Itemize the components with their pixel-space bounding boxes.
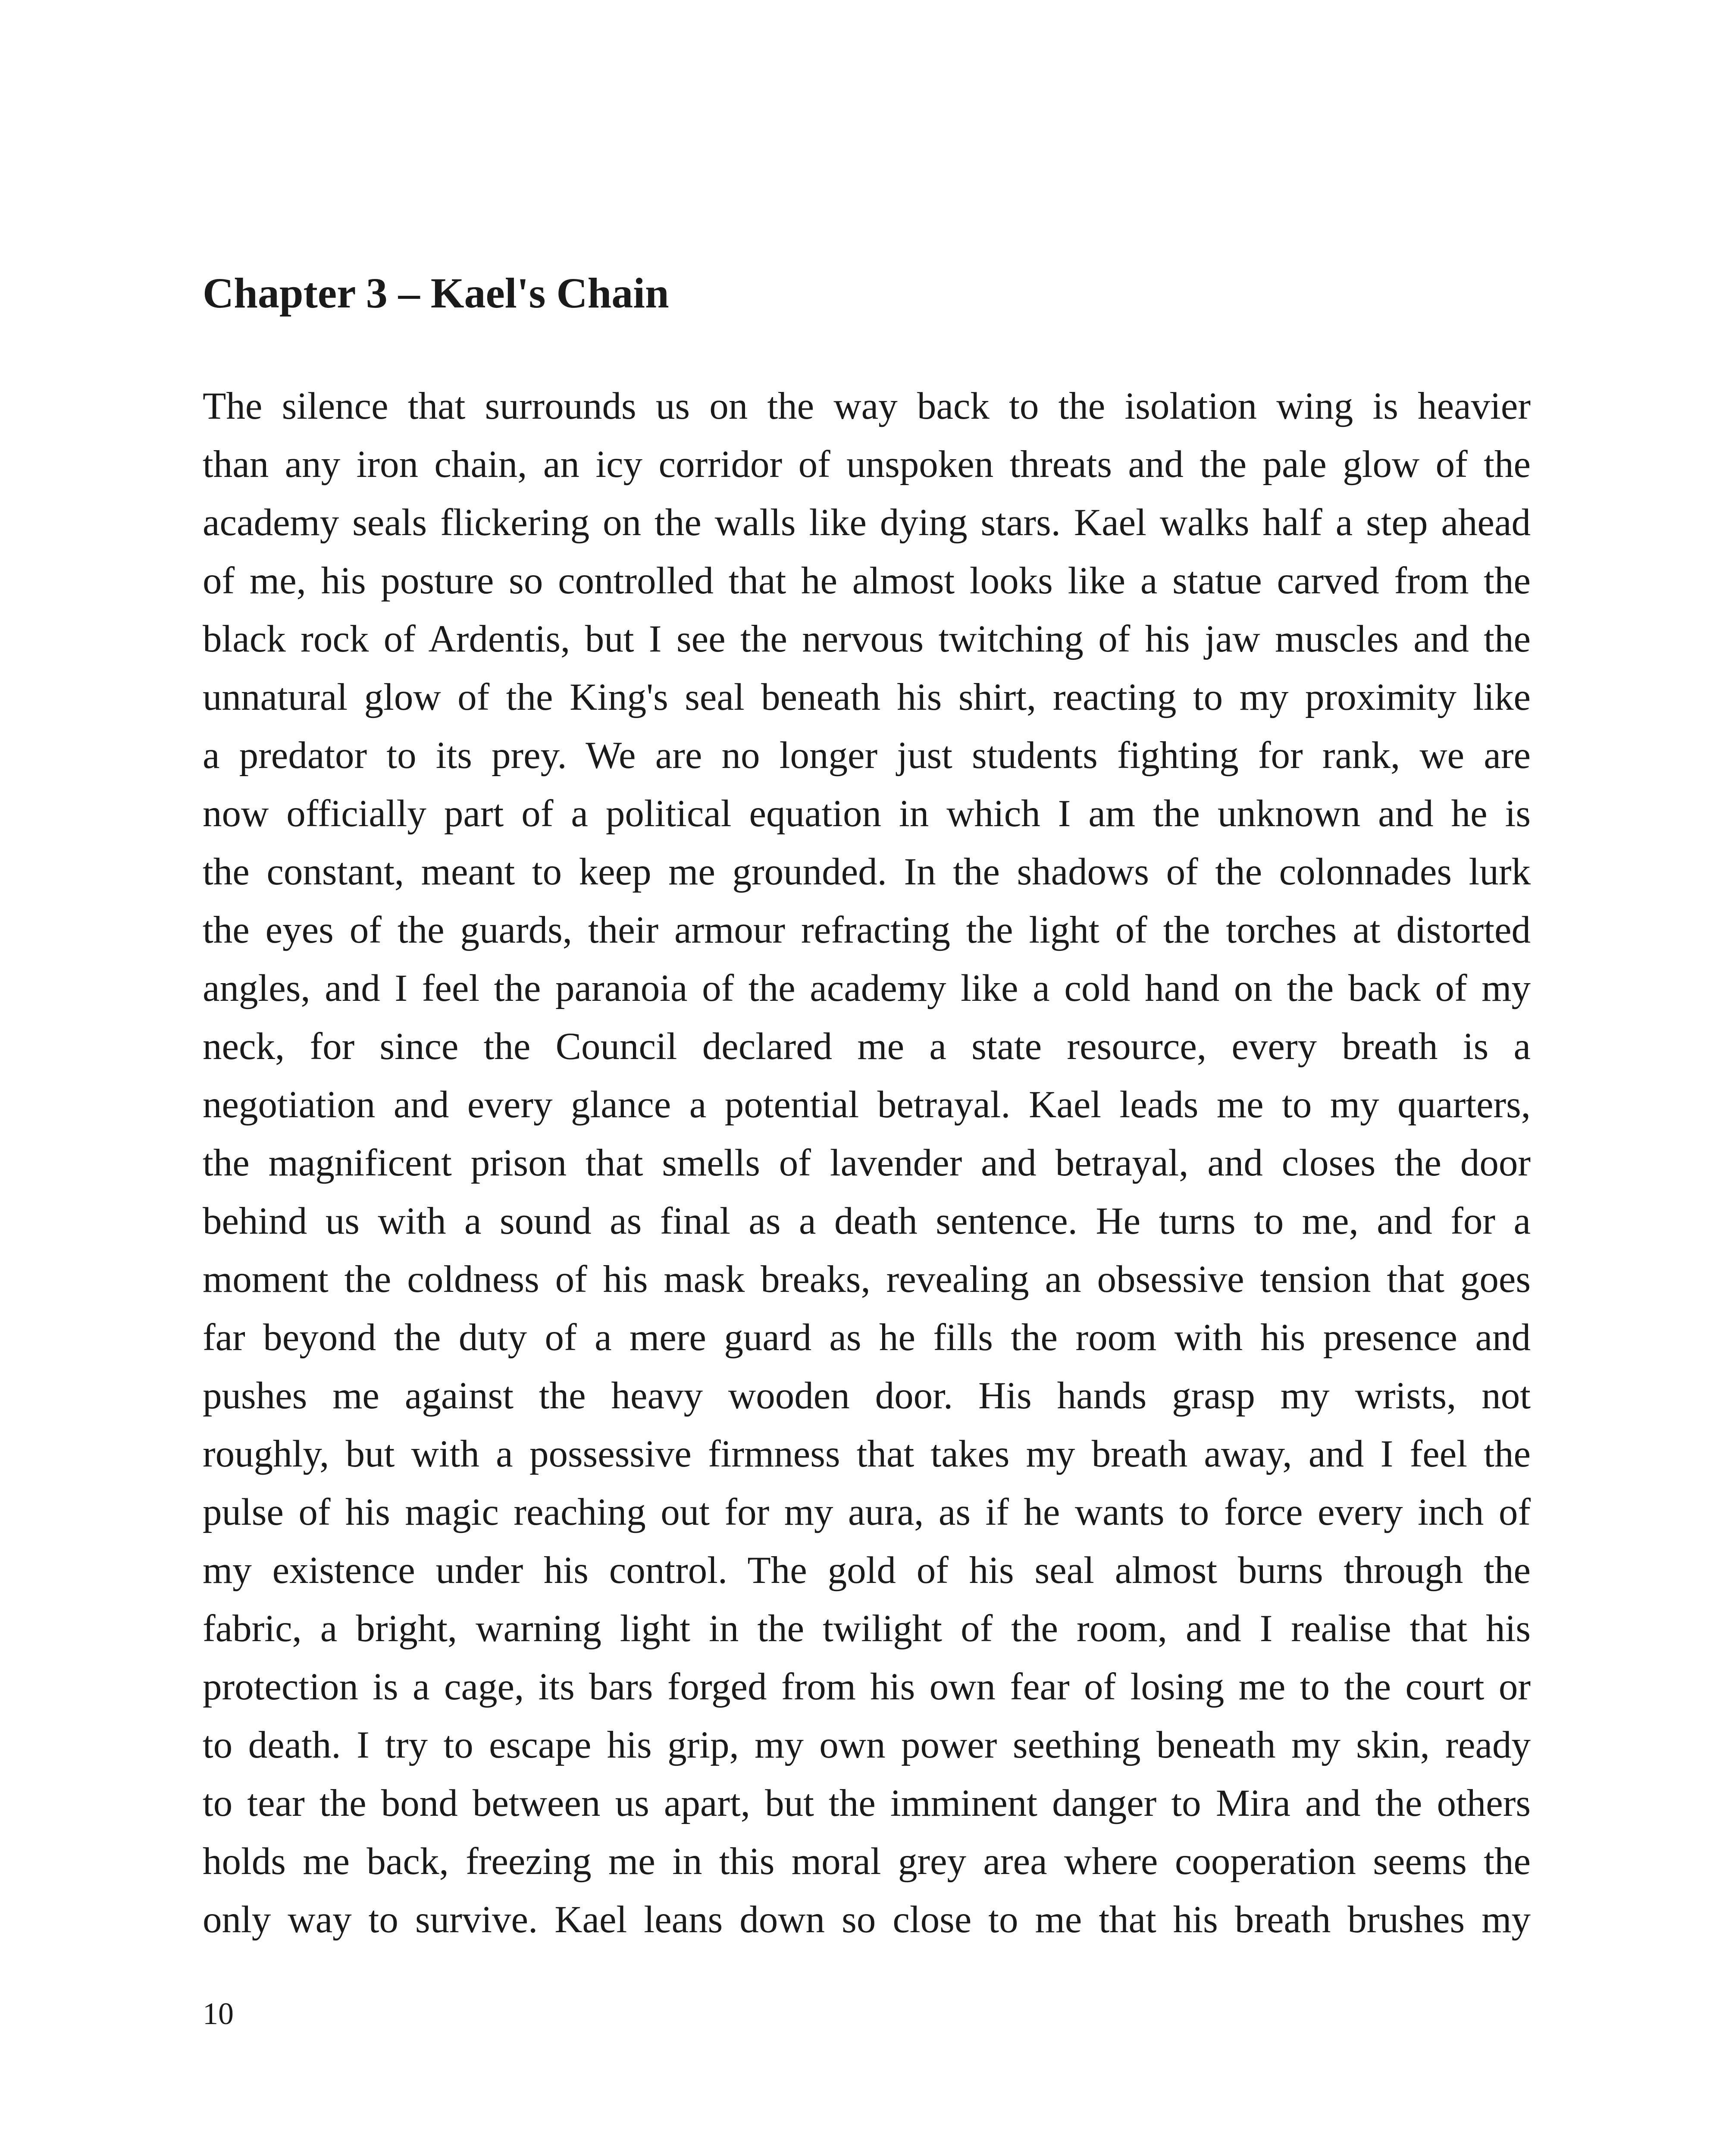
text-line: fabric, a bright, warning light in the twilight of the room, and I realise that his bbox=[203, 1608, 1531, 1650]
page-number: 10 bbox=[203, 1996, 234, 2031]
text-line: far beyond the duty of a mere guard as he fills the room with his presence and bbox=[203, 1316, 1531, 1359]
text-line: than any iron chain, an icy corridor of unspoken threats and the pale glow of the bbox=[203, 443, 1531, 486]
text-line: the eyes of the guards, their armour refracting the light of the torches at distorted bbox=[203, 909, 1531, 951]
text-line: pushes me against the heavy wooden door. His hands grasp my wrists, not bbox=[203, 1375, 1531, 1417]
text-line: the magnificent prison that smells of lavender and betrayal, and closes the door bbox=[203, 1142, 1531, 1184]
text-line: holds me back, freezing me in this moral grey area where cooperation seems the bbox=[203, 1840, 1531, 1883]
text-line: the constant, meant to keep me grounded. In the shadows of the colonnades lurk bbox=[203, 851, 1531, 893]
text-line: behind us with a sound as final as a death sentence. He turns to me, and for a bbox=[203, 1200, 1531, 1242]
text-line: pulse of his magic reaching out for my aura, as if he wants to force every inch of bbox=[203, 1491, 1531, 1533]
text-line: angles, and I feel the paranoia of the academy like a cold hand on the back of my bbox=[203, 967, 1531, 1009]
text-line: black rock of Ardentis, but I see the nervous twitching of his jaw muscles and the bbox=[203, 618, 1531, 660]
body-text bbox=[203, 377, 1531, 1949]
text-line: my existence under his control. The gold of his seal almost burns through the bbox=[203, 1549, 1531, 1592]
text-line: moment the coldness of his mask breaks, revealing an obsessive tension that goes bbox=[203, 1258, 1531, 1300]
text-line: The silence that surrounds us on the way back to the isolation wing is heavier bbox=[203, 385, 1531, 427]
text-line: neck, for since the Council declared me a state resource, every breath is a bbox=[203, 1025, 1531, 1068]
text-line: roughly, but with a possessive firmness that takes my breath away, and I feel the bbox=[203, 1433, 1531, 1475]
text-line: academy seals flickering on the walls like dying stars. Kael walks half a step ahead bbox=[203, 501, 1531, 544]
text-line: protection is a cage, its bars forged from his own fear of losing me to the court or bbox=[203, 1666, 1531, 1708]
text-line: to tear the bond between us apart, but the imminent danger to Mira and the others bbox=[203, 1782, 1531, 1824]
text-line: negotiation and every glance a potential betrayal. Kael leads me to my quarters, bbox=[203, 1084, 1531, 1126]
text-line: of me, his posture so controlled that he almost looks like a statue carved from the bbox=[203, 560, 1531, 602]
text-line: unnatural glow of the King's seal beneath his shirt, reacting to my proximity like bbox=[203, 676, 1531, 718]
chapter-title: Chapter 3 – Kael's Chain bbox=[203, 269, 669, 317]
text-line: to death. I try to escape his grip, my own power seething beneath my skin, ready bbox=[203, 1724, 1531, 1766]
text-line: a predator to its prey. We are no longer just students fighting for rank, we are bbox=[203, 734, 1531, 777]
text-line: now officially part of a political equation in which I am the unknown and he is bbox=[203, 793, 1531, 835]
text-line: only way to survive. Kael leans down so close to me that his breath brushes my bbox=[203, 1899, 1531, 1941]
